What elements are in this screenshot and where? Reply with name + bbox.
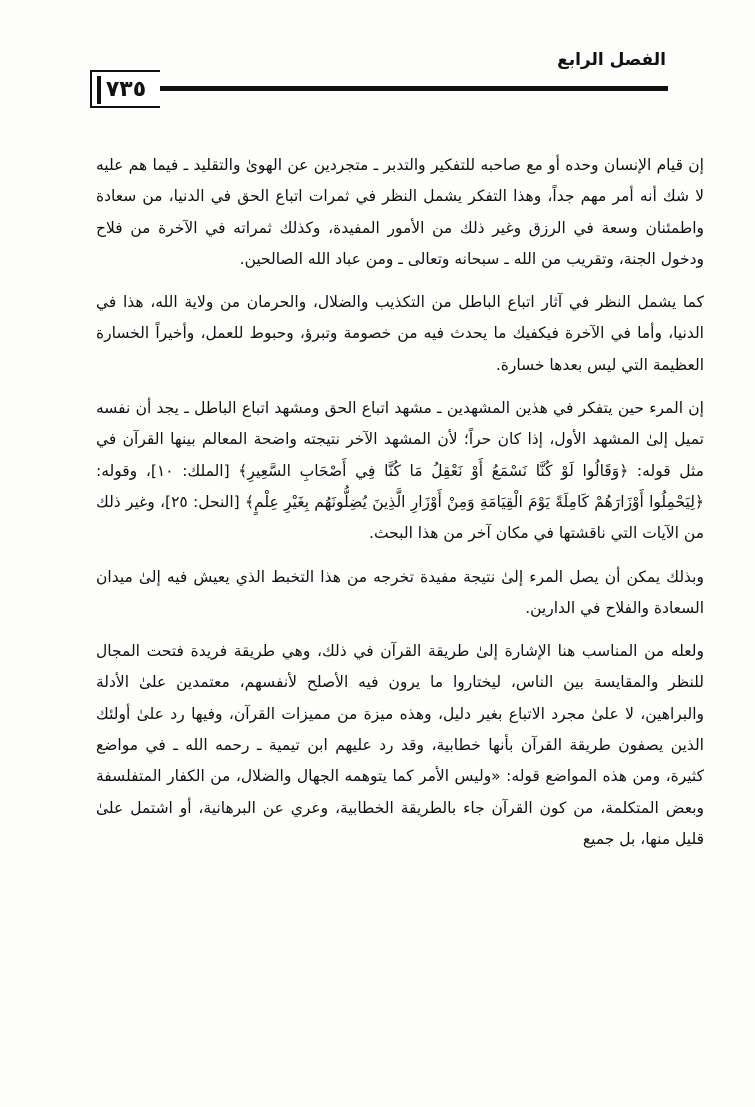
paragraph-1: إن قيام الإنسان وحده أو مع صاحبه للتفكير والتدبر ـ متجردين عن الهوىٰ والتقليد ـ فيما هم عليه لا شك أنه أمر مهم جداً، وهذا التفكر يشمل النظر في ثمرات اتباع الحق في الدنيا، من سعادة واطمئنان وسعة في الرزق وغير ذلك من الأمور المفيدة، وكذلك ثمراته في الآخرة من فلاح ودخول الجنة، وتقريب من الله ـ سبحانه وتعالى ـ ومن عباد الله الصالحين. [96, 156, 704, 268]
page-body [96, 150, 704, 867]
page-number: ٧٣٥ [105, 76, 147, 102]
page-number-box [90, 70, 160, 108]
paragraph-2: كما يشمل النظر في آثار اتباع الباطل من التكذيب والضلال، والحرمان من ولاية الله، هذا في الدنيا، وأما في الآخرة فيكفيك ما يحدث فيه من خصومة وتبرؤ، وحبوط للعمل، وأخيراً الخسارة العظيمة التي ليس بعدها خسارة. [96, 293, 704, 374]
paragraph-4: وبذلك يمكن أن يصل المرء إلىٰ نتيجة مفيدة تخرجه من هذا التخبط الذي يعيش فيه إلىٰ ميدان السعادة والفلاح في الدارين. [96, 567, 704, 617]
paragraph-5: ولعله من المناسب هنا الإشارة إلىٰ طريقة القرآن في ذلك، وهي طريقة فريدة فتحت المجال للنظر والمقايسة بين الناس، ليختاروا ما يرون فيه الأصلح لأنفسهم، معتمدين علىٰ الأدلة والبراهين، لا علىٰ مجرد الاتباع بغير دليل، وهذه ميزة من مميزات القرآن، وفيها رد علىٰ أولئك الذين يصفون طريقة القرآن بأنها خطابية، وقد رد عليهم ابن تيمية ـ رحمه الله ـ في مواضع كثيرة، ومن هذه المواضع قوله: «وليس الأمر كما يتوهمه الجهال والضلال، من الكفار المتفلسفة وبعض المتكلمة، من كون القرآن جاء بالطريقة الخطابية، وعري عن البرهانية، أو اشتمل علىٰ قليل منها، بل جميع [96, 642, 704, 848]
page-header [90, 50, 668, 110]
header-rule [160, 86, 668, 91]
chapter-title: الفصل الرابع [557, 50, 666, 70]
paragraph-3: إن المرء حين يتفكر في هذين المشهدين ـ مشهد اتباع الحق ومشهد اتباع الباطل ـ يجد أن نفسه تميل إلىٰ المشهد الأول، إذا كان حراً؛ لأن المشهد الآخر نتيجته واضحة المعالم بينها القرآن في مثل قوله: ﴿وَقَالُوا لَوْ كُنَّا نَسْمَعُ أَوْ نَعْقِلُ مَا كُنَّا فِي أَصْحَابِ السَّعِيرِ﴾ [الملك: ١٠]، وقوله: ﴿لِيَحْمِلُوا أَوْزَارَهُمْ كَامِلَةً يَوْمَ الْقِيَامَةِ وَمِنْ أَوْزَارِ الَّذِينَ يُضِلُّونَهُم بِغَيْرِ عِلْمٍ﴾ [النحل: ٢٥]، وغير ذلك من الآيات التي ناقشتها في مكان آخر من هذا البحث. [96, 399, 704, 543]
